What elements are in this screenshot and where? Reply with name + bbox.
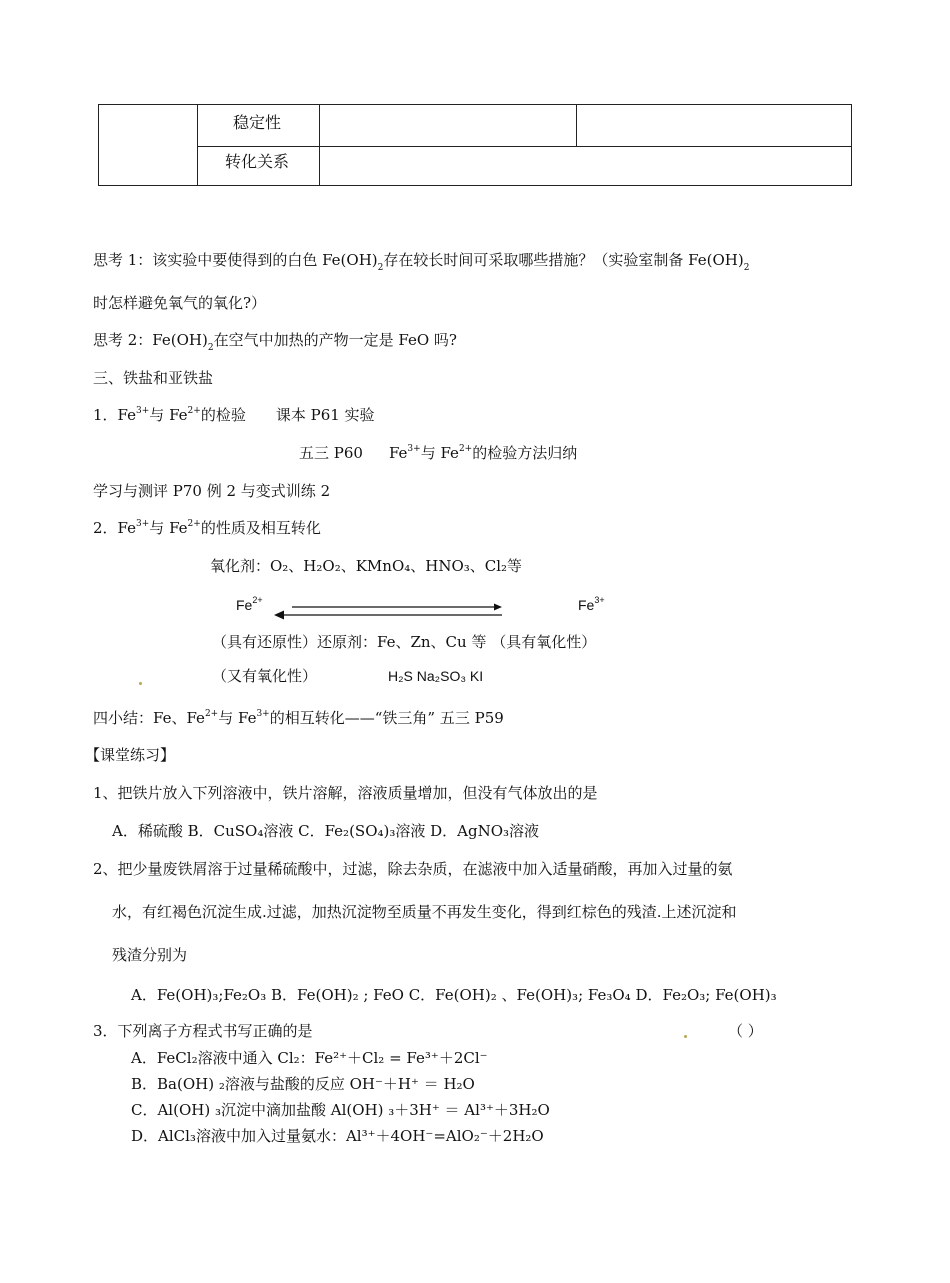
also-oxid-left: （又有氧化性） xyxy=(212,667,318,685)
think1-line1: 思考 1：该实验中要使得到的白色 $Fe(OH)_2$存在较长时间可采取哪些措施？（实验室制备 $Fe(OH)_2$ xyxy=(93,251,750,273)
think2-line: 思考 2：$Fe(OH)_2$在空气中加热的产物一定是 FeO 吗? xyxy=(93,331,457,353)
table-divider xyxy=(319,105,320,185)
q3-option-c: C．Al(OH) ₃沉淀中滴加盐酸 Al(OH) ₃＋3H⁺ ＝ Al³⁺＋3H₂O xyxy=(131,1101,550,1119)
think1-line2: 时怎样避免氧气的氧化?） xyxy=(93,294,267,312)
q1-options: A．稀硫酸 B．CuSO₄溶液 C．Fe₂(SO₄)₃溶液 D．AgNO₃溶液 xyxy=(112,822,540,840)
arrow-right-head xyxy=(494,604,502,611)
oxidants-line: 氧化剂：O₂、H₂O₂、KMnO₄、HNO₃、Cl₂等 xyxy=(210,557,523,575)
q3-option-a: A．FeCl₂溶液中通入 Cl₂：Fe²⁺＋Cl₂ = Fe³⁺＋2Cl⁻ xyxy=(131,1049,488,1067)
section-3-title: 三、铁盐和亚铁盐 xyxy=(93,369,214,387)
q3-option-b: B．Ba(OH) ₂溶液与盐酸的反应 OH⁻＋H⁺ ＝ H₂O xyxy=(131,1075,475,1093)
study-line: 学习与测评 P70 例 2 与变式训练 2 xyxy=(93,482,331,500)
table-row-label-stability: 稳定性 xyxy=(233,113,282,132)
q2-line1: 2、把少量废铁屑溶于过量稀硫酸中，过滤，除去杂质，在滤液中加入适量硝酸，再加入过量的氨 xyxy=(93,860,733,878)
item1-line: 1．$Fe^{3+}$与 $Fe^{2+}$的检验 课本 P61 实验 xyxy=(93,406,375,424)
q3-answer-paren: （ ） xyxy=(728,1022,763,1040)
table-row-label-conversion: 转化关系 xyxy=(225,152,290,171)
item2-line: 2．$Fe^{3+}$与 $Fe^{2+}$的性质及相互转化 xyxy=(93,519,321,537)
property-table xyxy=(98,104,852,186)
conversion-arrows xyxy=(270,602,510,620)
reducers-line: （具有还原性）还原剂：Fe、Zn、Cu 等 （具有氧化性） xyxy=(212,633,597,651)
summary-line: 四小结：Fe、$Fe^{2+}$与 $Fe^{3+}$的相互转化——“铁三角” 五三 P59 xyxy=(93,709,504,727)
table-divider xyxy=(197,105,198,185)
decorative-dot xyxy=(139,682,142,685)
fe2-label: $Fe^{2+}$ xyxy=(236,595,263,613)
table-divider xyxy=(576,105,577,146)
fe3-label: $Fe^{3+}$ xyxy=(578,595,605,613)
also-oxid-right: H₂S Na₂SO₃ KI xyxy=(388,668,484,684)
arrow-left-head xyxy=(274,611,284,620)
q2-options: A．Fe(OH)₃;Fe₂O₃ B．Fe(OH)₂ ; FeO C．Fe(OH)₂ 、Fe(OH)₃; Fe₃O₄ D．Fe₂O₃; Fe(OH)₃ xyxy=(131,986,777,1004)
q3-option-d: D．AlCl₃溶液中加入过量氨水：Al³⁺＋4OH⁻=AlO₂⁻＋2H₂O xyxy=(131,1127,544,1145)
table-divider xyxy=(197,146,851,147)
decorative-dot xyxy=(684,1035,687,1038)
q2-line3: 残渣分别为 xyxy=(112,946,188,964)
q3-stem: 3．下列离子方程式书写正确的是 xyxy=(93,1022,313,1040)
practice-title: 【课堂练习】 xyxy=(85,746,176,764)
q1-stem: 1、把铁片放入下列溶液中，铁片溶解，溶液质量增加，但没有气体放出的是 xyxy=(93,784,598,802)
q2-line2: 水，有红褐色沉淀生成.过滤，加热沉淀物至质量不再发生变化，得到红棕色的残渣.上述沉淀和 xyxy=(112,903,737,921)
wusan-line: 五三 P60 $Fe^{3+}$与 $Fe^{2+}$的检验方法归纳 xyxy=(299,444,578,462)
